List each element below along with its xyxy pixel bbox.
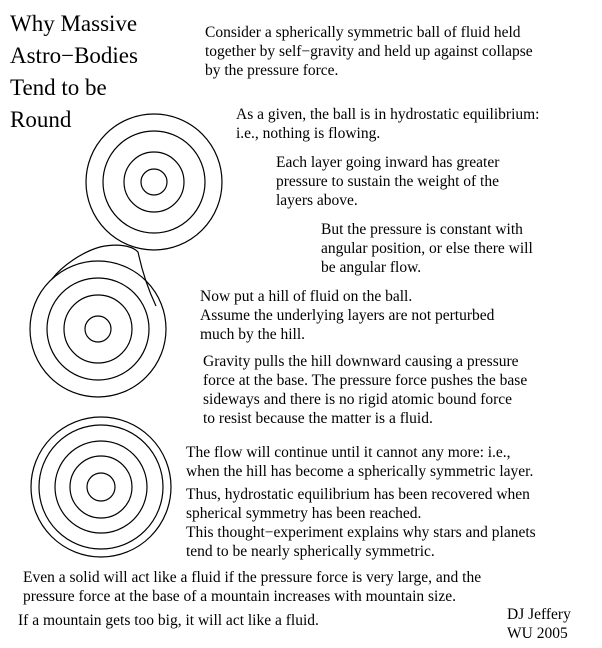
signature xyxy=(507,605,571,643)
text-line: But the pressure is constant with xyxy=(321,221,523,238)
text-line: by the pressure force. xyxy=(205,62,339,79)
text-line: Consider a spherically symmetric ball of fluid held xyxy=(205,24,521,41)
ball-layer-2 xyxy=(47,278,149,380)
title-line: Tend to be xyxy=(10,75,107,100)
text-line: spherical symmetry has been reached. xyxy=(186,505,422,522)
text-line: i.e., nothing is flowing. xyxy=(236,125,381,142)
ball-layer-2 xyxy=(103,131,205,233)
paragraph-flow xyxy=(186,443,533,481)
title-line: Why Massive xyxy=(10,11,138,36)
text-line: tend to be nearly spherically symmetric. xyxy=(186,543,435,560)
ball-layer-hill xyxy=(39,425,163,549)
text-line: much by the hill. xyxy=(200,326,306,343)
text-line: The flow will continue until it cannot any more: i.e., xyxy=(186,444,511,461)
ball-layer-2 xyxy=(55,441,147,533)
paragraph-angular xyxy=(321,220,533,277)
paragraph-conclusion xyxy=(186,523,536,561)
ball-layer-3 xyxy=(124,152,184,212)
text-line: Assume the underlying layers are not perturbed xyxy=(200,307,495,324)
paragraph-recovered xyxy=(186,485,530,523)
paragraph-intro xyxy=(205,23,533,80)
paragraph-mountain xyxy=(18,611,319,630)
text-line: angular position, or else there will xyxy=(321,240,533,257)
text-line: Now put a hill of fluid on the ball. xyxy=(200,288,413,305)
ball-layer-core xyxy=(141,169,167,195)
page-title xyxy=(10,8,195,136)
text-line: pressure to sustain the weight of the xyxy=(276,173,499,190)
ball-layer-3 xyxy=(70,456,132,518)
text-line: layers above. xyxy=(276,192,358,209)
paragraph-gravity xyxy=(203,352,527,428)
text-line: This thought−experiment explains why stars and planets xyxy=(186,524,536,541)
text-line: pressure force at the base of a mountain increases with mountain size. xyxy=(23,588,456,605)
author-date: WU 2005 xyxy=(507,625,568,642)
paragraph-solid xyxy=(23,568,481,606)
text-line: Even a solid will act like a fluid if the pressure force is very large, and the xyxy=(23,569,482,586)
text-line: force at the base. The pressure force pushes the base xyxy=(203,372,528,389)
ball-layer-core xyxy=(87,473,115,501)
ball-layer-3 xyxy=(64,295,132,363)
text-line: to resist because the matter is a fluid. xyxy=(203,410,433,427)
author-name: DJ Jeffery xyxy=(507,606,571,623)
ball-layer-core xyxy=(85,316,111,342)
text-line: sideways and there is no rigid atomic bound force xyxy=(203,391,513,408)
text-line: Each layer going inward has greater xyxy=(276,154,500,171)
ball-layer-outer xyxy=(31,417,171,557)
text-line: Thus, hydrostatic equilibrium has been recovered when xyxy=(186,486,530,503)
paragraph-layers xyxy=(276,153,499,210)
ball-figure-round-again xyxy=(31,417,171,557)
text-line: together by self−gravity and held up against collapse xyxy=(205,43,533,60)
text-line: when the hill has become a spherically symmetric layer. xyxy=(186,463,534,480)
ball-figure-with-hill xyxy=(30,245,166,397)
text-line: be angular flow. xyxy=(321,259,422,276)
paragraph-given xyxy=(236,105,540,143)
text-line: As a given, the ball is in hydrostatic equilibrium: xyxy=(236,106,540,123)
paragraph-hill xyxy=(200,287,494,344)
text-line: Gravity pulls the hill downward causing a pressure xyxy=(203,353,519,370)
title-line: Round xyxy=(10,107,72,132)
text-line: If a mountain gets too big, it will act like a fluid. xyxy=(18,612,319,629)
title-line: Astro−Bodies xyxy=(10,43,138,68)
